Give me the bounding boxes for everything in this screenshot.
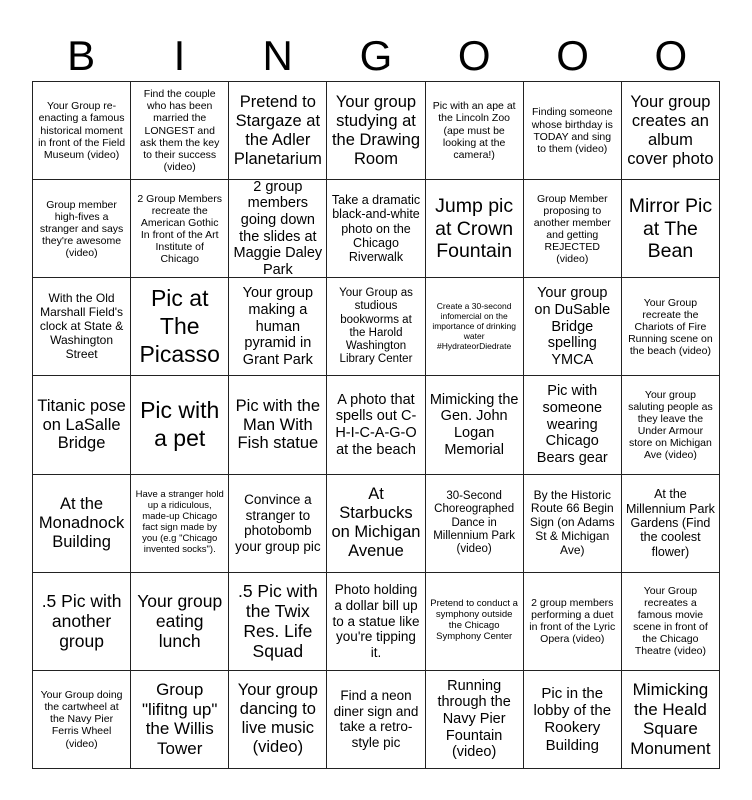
bingo-cell[interactable]: 2 group members performing a duet in front of the Lyric Opera (video) — [524, 573, 622, 671]
bingo-cell[interactable]: .5 Pic with another group — [33, 573, 131, 671]
bingo-cell[interactable]: Pic in the lobby of the Rookery Building — [524, 671, 622, 769]
bingo-cell[interactable]: Find the couple who has been married the LONGEST and ask them the key to their success (video) — [131, 82, 229, 180]
header-letter-i: I — [173, 32, 186, 79]
bingo-cell[interactable]: 2 Group Members recreate the American Gothic In front of the Art Institute of Chicago — [131, 180, 229, 278]
bingo-cell[interactable]: 30-Second Choreographed Dance in Millennium Park (video) — [426, 475, 524, 573]
bingo-cell[interactable]: At the Millennium Park Gardens (Find the coolest flower) — [622, 475, 720, 573]
bingo-cell[interactable]: Pic at The Picasso — [131, 278, 229, 376]
bingo-cell[interactable]: At the Monadnock Building — [33, 475, 131, 573]
bingo-cell[interactable]: Pic with a pet — [131, 376, 229, 474]
bingo-cell[interactable]: Mirror Pic at The Bean — [622, 180, 720, 278]
bingo-header — [32, 30, 720, 82]
bingo-cell[interactable]: A photo that spells out C-H-I-C-A-G-O at the beach — [327, 376, 425, 474]
bingo-cell[interactable]: Your group creates an album cover photo — [622, 82, 720, 180]
bingo-cell[interactable]: Photo holding a dollar bill up to a statue like you're tipping it. — [327, 573, 425, 671]
header-letter-o-3: O — [654, 32, 688, 79]
header-letter-b: B — [67, 32, 96, 79]
bingo-cell[interactable]: Pretend to conduct a symphony outside the Chicago Symphony Center — [426, 573, 524, 671]
bingo-cell[interactable]: Mimicking the Gen. John Logan Memorial — [426, 376, 524, 474]
header-letter-o-1: O — [457, 32, 491, 79]
bingo-cell[interactable]: Finding someone whose birthday is TODAY and sing to them (video) — [524, 82, 622, 180]
header-letter-o-2: O — [556, 32, 589, 79]
bingo-cell[interactable]: Titanic pose on LaSalle Bridge — [33, 376, 131, 474]
bingo-cell[interactable]: Have a stranger hold up a ridiculous, made-up Chicago fact sign made by you (e.g "Chicago invented socks"). — [131, 475, 229, 573]
bingo-cell[interactable]: Running through the Navy Pier Fountain (video) — [426, 671, 524, 769]
bingo-cell[interactable]: 2 group members going down the slides at Maggie Daley Park — [229, 180, 327, 278]
bingo-cell[interactable]: Your group dancing to live music (video) — [229, 671, 327, 769]
bingo-cell[interactable]: Pic with the Man With Fish statue — [229, 376, 327, 474]
bingo-cell[interactable]: Your group making a human pyramid in Grant Park — [229, 278, 327, 376]
bingo-cell[interactable]: At Starbucks on Michigan Avenue — [327, 475, 425, 573]
bingo-cell[interactable]: By the Historic Route 66 Begin Sign (on Adams St & Michigan Ave) — [524, 475, 622, 573]
bingo-cell[interactable]: Your Group as studious bookworms at the Harold Washington Library Center — [327, 278, 425, 376]
header-letter-n: N — [262, 32, 293, 79]
bingo-grid — [32, 81, 720, 769]
bingo-cell[interactable]: Pic with an ape at the Lincoln Zoo (ape must be looking at the camera!) — [426, 82, 524, 180]
bingo-cell[interactable]: Pic with someone wearing Chicago Bears gear — [524, 376, 622, 474]
header-letter-g: G — [359, 32, 393, 79]
bingo-cell[interactable]: Your group on DuSable Bridge spelling YMCA — [524, 278, 622, 376]
bingo-cell[interactable]: Your Group recreates a famous movie scene in front of the Chicago Theatre (video) — [622, 573, 720, 671]
bingo-cell[interactable]: Your Group re-enacting a famous historical moment in front of the Field Museum (video) — [33, 82, 131, 180]
bingo-cell[interactable]: Convince a stranger to photobomb your group pic — [229, 475, 327, 573]
bingo-cell[interactable]: Your group eating lunch — [131, 573, 229, 671]
bingo-cell[interactable]: Create a 30-second infomercial on the importance of drinking water #HydrateorDiedrate — [426, 278, 524, 376]
bingo-cell[interactable]: Find a neon diner sign and take a retro-style pic — [327, 671, 425, 769]
bingo-cell[interactable]: Your Group recreate the Chariots of Fire Running scene on the beach (video) — [622, 278, 720, 376]
bingo-cell[interactable]: Group member high-fives a stranger and says they're awesome (video) — [33, 180, 131, 278]
bingo-cell[interactable]: Your group studying at the Drawing Room — [327, 82, 425, 180]
bingo-cell[interactable]: Pretend to Stargaze at the Adler Planetarium — [229, 82, 327, 180]
bingo-cell[interactable]: Mimicking the Heald Square Monument — [622, 671, 720, 769]
bingo-cell[interactable]: Your Group doing the cartwheel at the Navy Pier Ferris Wheel (video) — [33, 671, 131, 769]
bingo-cell[interactable]: .5 Pic with the Twix Res. Life Squad — [229, 573, 327, 671]
bingo-cell[interactable]: Jump pic at Crown Fountain — [426, 180, 524, 278]
bingo-cell[interactable]: Group Member proposing to another member and getting REJECTED (video) — [524, 180, 622, 278]
bingo-cell[interactable]: With the Old Marshall Field's clock at State & Washington Street — [33, 278, 131, 376]
bingo-cell[interactable]: Group "lifitng up" the Willis Tower — [131, 671, 229, 769]
bingo-cell[interactable]: Take a dramatic black-and-white photo on the Chicago Riverwalk — [327, 180, 425, 278]
bingo-cell[interactable]: Your group saluting people as they leave the Under Armour store on Michigan Ave (video) — [622, 376, 720, 474]
